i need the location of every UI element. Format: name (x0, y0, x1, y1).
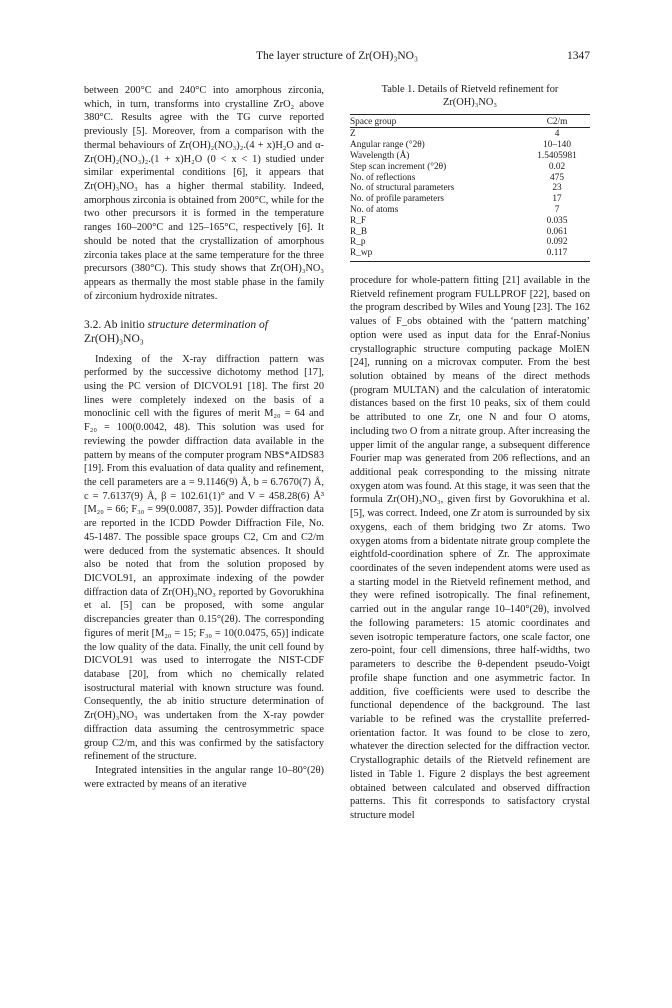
table-cell-value: 10–140 (543, 140, 571, 151)
table-cell-parameter: No. of reflections (350, 172, 416, 183)
table-row (350, 205, 590, 216)
paragraph-indexing: Indexing of the X-ray diffraction pattern was performed by the successive dichotomy method [17], using the PC version of DICVOL91 [18]. The first 20 lines were completely indexed on the basis of a monoclinic cell with the figures of merit M₂₀ = 64 and F₂₀ = 100(0.0042, 48). This solution was used for reviewing the powder diffraction data available in the pattern by means of the computer program NBS*AIDS83 [19]. From this evaluation of data quality and refinement, the cell parameters are a = 9.1146(9) Å, b = 6.7670(7) Å, c = 7.6137(9) Å, β = 102.61(1)° and V = 458.28(6) Å³ [M₂₀ = 66; F₃₀ = 99(0.0087, 35)]. Powder diffraction data are reported in the ICDD Powder Diffraction File, No. 45-1487. The possible space groups C2, Cm and C2/m were deduced from the systematic absences. It should also be noted that from the solution proposed by DICVOL91, an approximate indexing of the powder diffraction data of Zr(OH)₃NO₃ reported by Govorukhina et al. [5] can be proposed, with some angular discrepancies greater than 0.15°(2θ). The corresponding figures of merit [M₂₀ = 15; F₃₀ = 10(0.0475, 65)] indicate the low quality of the data. Finally, the unit cell found by DICVOL91 was used to interrogate the NIST-CDF database [20], from which no chemically related isostructural material with known structure was found. Consequently, the ab initio structure determination of Zr(OH)₃NO₃ was undertaken from the X-ray powder diffraction data assuming the centrosymmetric space group C2/m, and this was confirmed by the satisfactory refinement of the structure. (84, 353, 324, 763)
table-bottom-rule (350, 261, 590, 262)
running-title: The layer structure of Zr(OH)₃NO₃ (256, 50, 418, 62)
table-row (350, 128, 590, 140)
table-cell-parameter: Wavelength (Å) (350, 150, 410, 161)
right-column (350, 84, 590, 823)
table-row (350, 115, 590, 128)
table-caption-line2: Zr(OH)₃NO₃ (443, 96, 497, 108)
section-heading (84, 318, 324, 346)
paragraph-integrated-intensities: Integrated intensities in the angular range 10–80°(2θ) were extracted by means of an iterative (84, 765, 324, 790)
table-row (350, 151, 590, 162)
running-header (84, 50, 590, 68)
table-row (350, 194, 590, 205)
table-cell-value: 1.5405981 (537, 150, 577, 161)
table-cell-value: 23 (552, 183, 562, 194)
table-cell-parameter: R_p (350, 237, 366, 248)
table-cell-value: 0.035 (546, 215, 568, 226)
section-title-italic: structure determination of (147, 318, 268, 331)
left-column (84, 84, 324, 792)
page-number: 1347 (567, 50, 590, 62)
table-cell-value: 475 (550, 172, 564, 183)
table-cell-value: C2/m (546, 116, 568, 127)
table-cell-parameter: No. of profile parameters (350, 194, 444, 205)
table-cell-value: 0.02 (548, 161, 566, 172)
table-cell-parameter: Space group (350, 116, 397, 127)
table-cell-parameter: No. of structural parameters (350, 183, 455, 194)
table-row (350, 216, 590, 227)
table-cell-value: 0.061 (546, 226, 568, 237)
table-cell-parameter: R_B (350, 226, 368, 237)
table-cell-parameter: Step scan increment (°2θ) (350, 161, 447, 172)
table-caption-line1: Table 1. Details of Rietveld refinement for (381, 84, 559, 95)
table-cell-value: 7 (554, 204, 560, 215)
paragraph-refinement-procedure: procedure for whole-pattern fitting [21] available in the Rietveld refinement program FULLPROF [22], based on the program described by Wiles and Young [23]. The 162 values of F_obs obtained with the ‘pattern matching’ option were used as input data for the Enraf-Nonius crystallographic structure computing package MolEN [24], running on a microvax computer. From the best solution obtained by means of the direct methods (program MULTAN) and the calculation of interatomic distances based on the first 10 peaks, six of them could be attributed to one Zr, one N and four O atoms, including two O from a nitrate group. After increasing the upper limit of the angular range, a subsequent difference Fourier map was generated from 206 reflections, and an additional peak corresponding to the missing nitrate oxygen atom was found. At this stage, it was seen that the formula Zr(OH)₃NO₃, given first by Govorukhina et al. [5], was correct. Indeed, one Zr atom is surrounded by six oxygens, each of them bridging two Zr atoms. Two oxygen atoms from a bidentate nitrate group complete the eightfold-coordination sphere of Zr. The approximate coordinates of the seven independent atoms were used as a starting model in the Rietveld refinement method, and they were refined isotropically. The final refinement, carried out in the angular range 10–140°(2θ), involved the following parameters: 15 atomic coordinates and seven isotropic temperature factors, one scale factor, one zero-point, four cell dimensions, three half-widths, two parameters to describe the θ-dependent pseudo-Voigt profile shape function and one asymmetric factor. In addition, five coefficients were used to describe the functional dependence of the background. The last variable to be refined was the crystallite preferred-orientation factor. It was found to be close to zero, whatever the direction selected for the diffraction vector. Crystallographic details of the Rietveld refinement are listed in Table 1. Figure 2 displays the best agreement obtained between calculated and observed diffraction patterns. This fit corresponds to satisfactory crystal structure model (350, 274, 590, 821)
table-cell-value: 0.117 (546, 248, 568, 259)
table-row (350, 183, 590, 194)
table-row (350, 140, 590, 151)
table-cell-value: 4 (524, 128, 590, 140)
table-cell-parameter: R_F (350, 215, 367, 226)
table-rietveld-details (350, 84, 590, 262)
table-cell-parameter: Angular range (°2θ) (350, 140, 425, 151)
table-caption (350, 84, 590, 110)
table-row (350, 237, 590, 248)
table-cell-value: 17 (552, 194, 562, 205)
table-row (350, 248, 590, 259)
section-title-lead: Ab initio (103, 318, 145, 331)
table-row (350, 227, 590, 238)
table-cell-parameter: R_wp (350, 248, 373, 259)
paragraph-thermal-behaviour: between 200°C and 240°C into amorphous zirconia, which, in turn, transforms into crystalline ZrO₂ above 380°C. Results agree with the TG curve reported previously [5]. Moreover, from a comparison with the thermal behaviours of Zr(OH)₂(NO₃)₂.(4 + x)H₂O and α-Zr(OH)₂(NO₃)₂.(1 + x)H₂O (0 < x < 1) studied under similar experimental conditions [6], it appears that Zr(OH)₃NO₃ has a higher thermal stability. Indeed, amorphous zirconia is obtained from 200°C, while for the two other precursors it is formed in the temperature ranges 160–200°C and 125–165°C, respectively [6]. It should be noted that the crystallization of amorphous zirconia takes place at the same temperature for the three precursors (380°C). This study shows that Zr(OH)₃NO₃ appears as thermally the most stable phase in the family of zirconium hydroxide nitrates. (84, 85, 324, 302)
table-row (350, 162, 590, 173)
section-title-tail: Zr(OH)₃NO₃ (84, 332, 144, 345)
table-body (350, 115, 590, 259)
table-row (350, 173, 590, 184)
table-cell-parameter: No. of atoms (350, 204, 399, 215)
section-number: 3.2. (84, 318, 102, 331)
table-cell-parameter: Z (350, 128, 524, 140)
table-cell-value: 0.092 (546, 237, 568, 248)
